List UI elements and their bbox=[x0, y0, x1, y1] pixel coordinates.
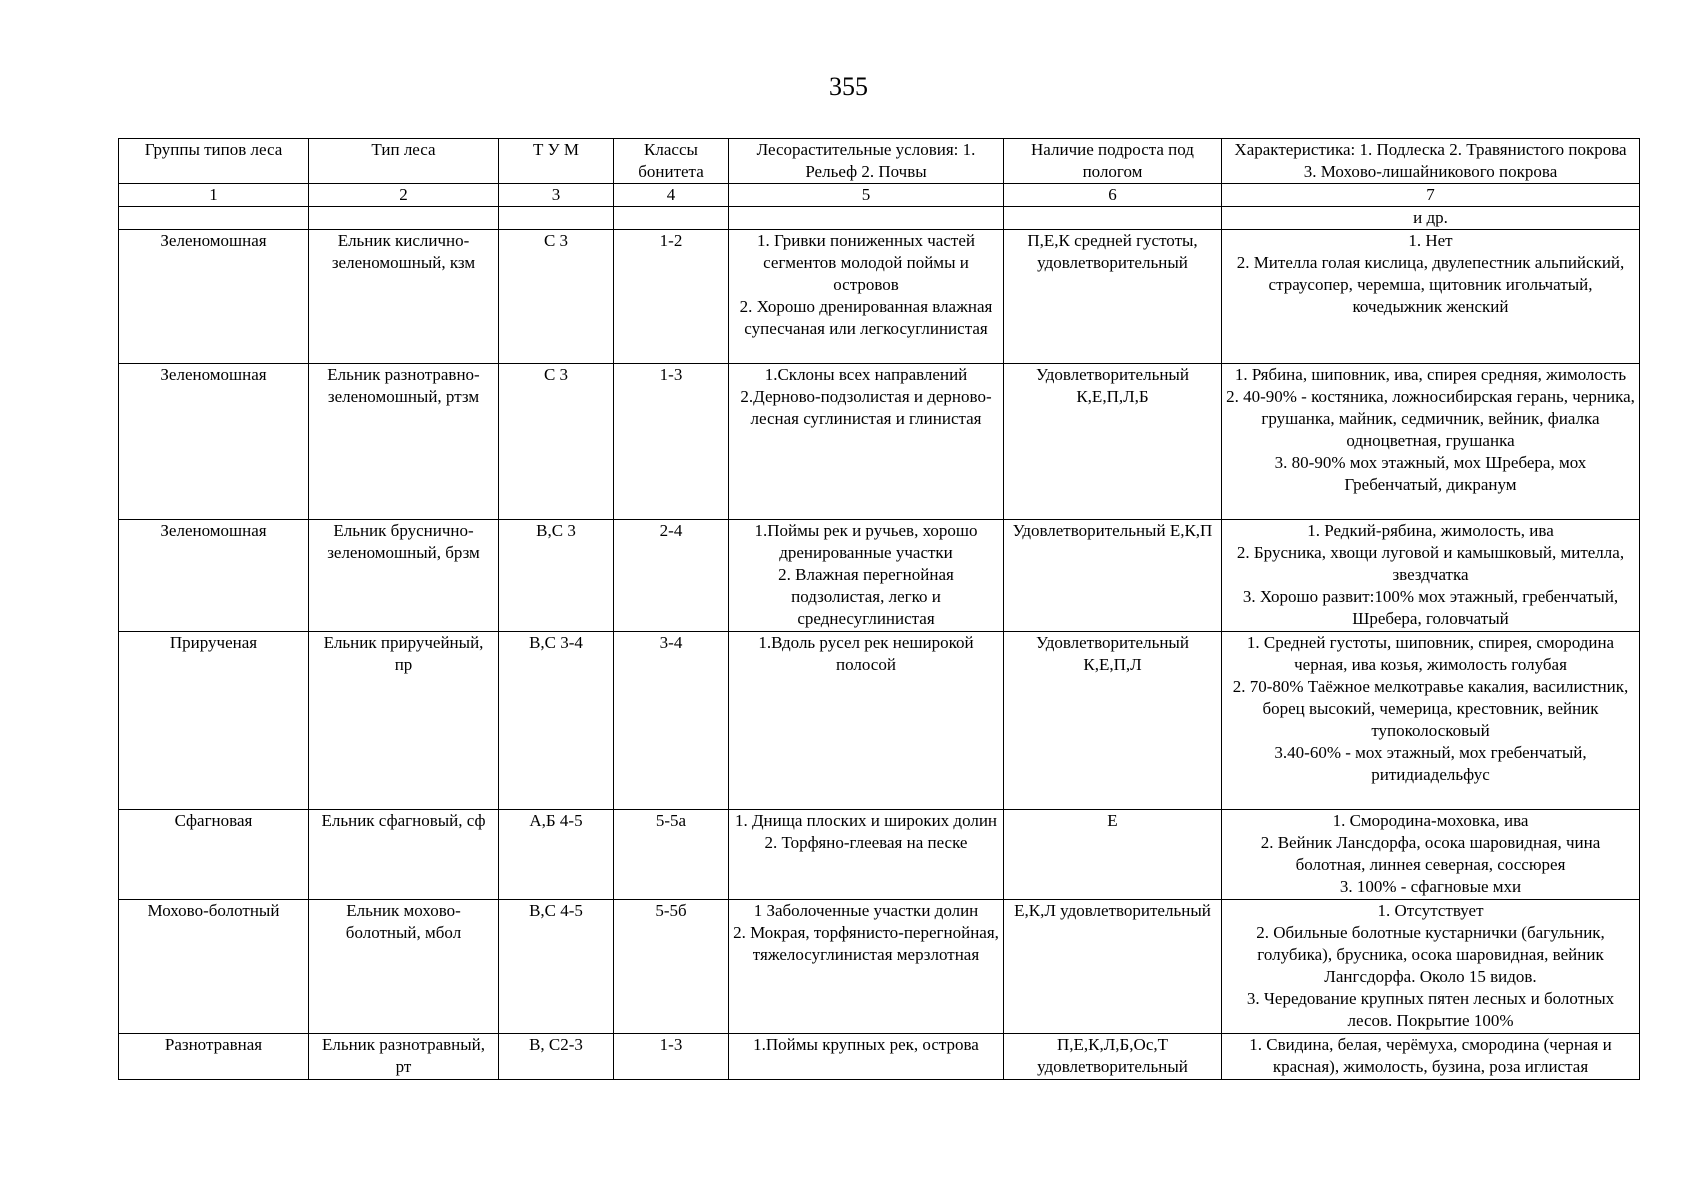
growing-conditions-cell: 1.Поймы крупных рек, острова bbox=[729, 1034, 1004, 1080]
characteristics-cell: 1. Редкий-рябина, жимолость, ива 2. Брусника, хвощи луговой и камышковый, мителла, звездчатка 3. Хорошо развит:100% мох этажный, гребенчатый, Шребера, головчатый bbox=[1222, 520, 1640, 632]
growing-conditions-cell: 1.Поймы рек и ручьев, хорошо дренированные участки 2. Влажная перегнойная подзолистая, легко и среднесуглинистая bbox=[729, 520, 1004, 632]
tum-cell: В, С2-3 bbox=[499, 1034, 614, 1080]
column-number: 6 bbox=[1004, 184, 1222, 207]
growing-conditions-cell: 1.Склоны всех направлений 2.Дерново-подзолистая и дерново-лесная суглинистая и глинистая bbox=[729, 364, 1004, 520]
undergrowth-cell: Е bbox=[1004, 810, 1222, 900]
header-cell-undergrowth: Наличие подроста под пологом bbox=[1004, 139, 1222, 184]
forest-group-cell: Зеленомошная bbox=[119, 230, 309, 364]
forest-types-table bbox=[118, 138, 1640, 1080]
header-cell-growing-conditions: Лесорастительные условия: 1. Рельеф 2. Почвы bbox=[729, 139, 1004, 184]
characteristics-cell: 1. Отсутствует 2. Обильные болотные кустарнички (багульник, голубика), брусника, осока шаровидная, вейник Лангсдорфа. Около 15 видов. 3. Чередование крупных пятен лесных и болотных лесов. Покрытие 100% bbox=[1222, 900, 1640, 1034]
bonitet-cell: 5-5б bbox=[614, 900, 729, 1034]
forest-type-cell: Ельник разнотравно-зеленомошный, ртзм bbox=[309, 364, 499, 520]
tum-cell: С 3 bbox=[499, 364, 614, 520]
column-number: 4 bbox=[614, 184, 729, 207]
undergrowth-cell: П,Е,К средней густоты, удовлетворительный bbox=[1004, 230, 1222, 364]
column-number-row bbox=[119, 184, 1640, 207]
table-cell bbox=[119, 207, 309, 230]
forest-group-cell: Разнотравная bbox=[119, 1034, 309, 1080]
table-row bbox=[119, 364, 1640, 520]
forest-group-cell: Мохово-болотный bbox=[119, 900, 309, 1034]
forest-group-cell: Зеленомошная bbox=[119, 520, 309, 632]
tum-cell: В,С 3 bbox=[499, 520, 614, 632]
column-number: 1 bbox=[119, 184, 309, 207]
column-number: 3 bbox=[499, 184, 614, 207]
characteristics-cell: 1. Смородина-моховка, ива 2. Вейник Лансдорфа, осока шаровидная, чина болотная, линнея северная, соссюрея 3. 100% - сфагновые мхи bbox=[1222, 810, 1640, 900]
undergrowth-cell: Удовлетворительный К,Е,П,Л bbox=[1004, 632, 1222, 810]
forest-group-cell: Сфагновая bbox=[119, 810, 309, 900]
bonitet-cell: 1-3 bbox=[614, 364, 729, 520]
page-number: 355 bbox=[829, 72, 868, 101]
undergrowth-cell: Удовлетворительный Е,К,П bbox=[1004, 520, 1222, 632]
tum-cell: В,С 4-5 bbox=[499, 900, 614, 1034]
growing-conditions-cell: 1. Днища плоских и широких долин 2. Торфяно-глеевая на песке bbox=[729, 810, 1004, 900]
column-number: 7 bbox=[1222, 184, 1640, 207]
tum-cell: В,С 3-4 bbox=[499, 632, 614, 810]
header-cell-bonitet-class: Классы бонитета bbox=[614, 139, 729, 184]
table-cell bbox=[499, 207, 614, 230]
table-row bbox=[119, 520, 1640, 632]
forest-type-cell: Ельник разнотравный, рт bbox=[309, 1034, 499, 1080]
forest-type-cell: Ельник бруснично-зеленомошный, брзм bbox=[309, 520, 499, 632]
table-row bbox=[119, 632, 1640, 810]
header-cell-forest-group: Группы типов леса bbox=[119, 139, 309, 184]
characteristics-cell: 1. Рябина, шиповник, ива, спирея средняя, жимолость 2. 40-90% - костяника, ложносибирская герань, черника, грушанка, майник, седмичник, вейник, фиалка одноцветная, грушанка 3. 80-90% мох этажный, мох Шребера, мох Гребенчатый, дикранум bbox=[1222, 364, 1640, 520]
bonitet-cell: 1-2 bbox=[614, 230, 729, 364]
column-number: 2 bbox=[309, 184, 499, 207]
header-cell-forest-type: Тип леса bbox=[309, 139, 499, 184]
column-number: 5 bbox=[729, 184, 1004, 207]
continuation-row bbox=[119, 207, 1640, 230]
growing-conditions-cell: 1. Гривки пониженных частей сегментов молодой поймы и островов 2. Хорошо дренированная влажная супесчаная или легкосуглинистая bbox=[729, 230, 1004, 364]
forest-type-cell: Ельник мохово-болотный, мбол bbox=[309, 900, 499, 1034]
growing-conditions-cell: 1 Заболоченные участки долин 2. Мокрая, торфянисто-перегнойная, тяжелосуглинистая мерзлотная bbox=[729, 900, 1004, 1034]
table-cell bbox=[729, 207, 1004, 230]
growing-conditions-cell: 1.Вдоль русел рек неширокой полосой bbox=[729, 632, 1004, 810]
forest-type-cell: Ельник кислично-зеленомошный, кзм bbox=[309, 230, 499, 364]
undergrowth-cell: П,Е,К,Л,Б,Ос,Т удовлетворительный bbox=[1004, 1034, 1222, 1080]
bonitet-cell: 2-4 bbox=[614, 520, 729, 632]
bonitet-cell: 1-3 bbox=[614, 1034, 729, 1080]
bonitet-cell: 5-5а bbox=[614, 810, 729, 900]
tum-cell: С 3 bbox=[499, 230, 614, 364]
table-row bbox=[119, 1034, 1640, 1080]
undergrowth-cell: Е,К,Л удовлетворительный bbox=[1004, 900, 1222, 1034]
header-cell-characteristics: Характеристика: 1. Подлеска 2. Травянистого покрова 3. Мохово-лишайникового покрова bbox=[1222, 139, 1640, 184]
forest-type-cell: Ельник сфагновый, сф bbox=[309, 810, 499, 900]
undergrowth-cell: Удовлетворительный К,Е,П,Л,Б bbox=[1004, 364, 1222, 520]
forest-group-cell: Зеленомошная bbox=[119, 364, 309, 520]
header-row bbox=[119, 139, 1640, 184]
table-cell bbox=[1004, 207, 1222, 230]
table-row bbox=[119, 810, 1640, 900]
forest-type-cell: Ельник приручейный, пр bbox=[309, 632, 499, 810]
table-row bbox=[119, 900, 1640, 1034]
characteristics-cell: 1. Средней густоты, шиповник, спирея, смородина черная, ива козья, жимолость голубая 2. 70-80% Таёжное мелкотравье какалия, василистник, борец высокий, чемерица, крестовник, вейник тупоколосковый 3.40-60% - мох этажный, мох гребенчатый, ритидиадельфус bbox=[1222, 632, 1640, 810]
characteristics-cell: 1. Свидина, белая, черёмуха, смородина (черная и красная), жимолость, бузина, роза иглистая bbox=[1222, 1034, 1640, 1080]
table-row bbox=[119, 230, 1640, 364]
bonitet-cell: 3-4 bbox=[614, 632, 729, 810]
tum-cell: А,Б 4-5 bbox=[499, 810, 614, 900]
characteristics-cell: 1. Нет 2. Мителла голая кислица, двулепестник альпийский, страусопер, черемша, щитовник игольчатый, кочедыжник женский bbox=[1222, 230, 1640, 364]
table-cell: и др. bbox=[1222, 207, 1640, 230]
table-cell bbox=[309, 207, 499, 230]
header-cell-tum: Т У М bbox=[499, 139, 614, 184]
table-cell bbox=[614, 207, 729, 230]
forest-group-cell: Прирученая bbox=[119, 632, 309, 810]
